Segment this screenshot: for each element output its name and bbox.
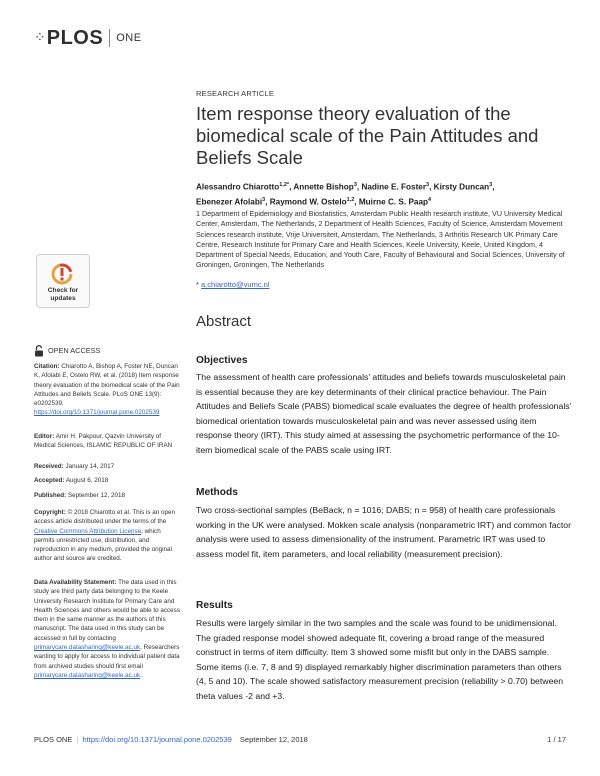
page-footer: [34, 735, 566, 744]
author: Annette Bishop: [293, 182, 354, 192]
author-affiliation-marker: 1,2: [346, 197, 355, 204]
corresponding-marker: *: [196, 280, 199, 289]
author-affiliation-marker: 4: [428, 197, 432, 204]
check-for-updates-button[interactable]: [36, 254, 90, 308]
methods-heading: Methods: [196, 487, 238, 498]
footer-doi-link[interactable]: https://doi.org/10.1371/journal.pone.0202539: [82, 735, 232, 744]
author: Raymond W. Ostelo: [269, 197, 347, 207]
citation-text: Chiarotto A, Bishop A, Foster NE, Duncan K, Afolabi E, Ostelo RW, et al. (2018) Item response theory evaluation of the biomedical scale of the Pain Attitudes and Beliefs Scale. PLoS ONE 13(9): e0202539.: [34, 363, 180, 408]
accepted-block: [34, 476, 180, 485]
article-title: Item response theory evaluation of the biomedical scale of the Pain Attitudes and Beliefs Scale: [196, 103, 539, 168]
check-line-2: updates: [50, 294, 76, 302]
published-label: Published:: [34, 492, 67, 499]
author-separator: ,: [265, 197, 270, 207]
editor-block: [34, 432, 180, 451]
author: Alessandro Chiarotto: [196, 182, 280, 192]
open-access-label: OPEN ACCESS: [48, 346, 101, 356]
received-label: Received:: [34, 463, 64, 470]
citation-label: Citation:: [34, 363, 60, 370]
author-affiliation-marker: 1,2*: [279, 182, 290, 188]
data-availability-text-end: .: [140, 671, 142, 679]
data-availability-text: The data used in this study are third party data belonging to the Keele University Research Institute for Primary Care and Health Sciences and others would be able to access them in the same manner as the authors of this manuscript. The data used in this study can be accessed in full by contacting: [34, 579, 180, 642]
abstract-heading: Abstract: [196, 313, 252, 330]
check-line-1: Check for: [47, 287, 79, 294]
copyright-label: Copyright:: [34, 509, 66, 516]
citation-block: [34, 362, 180, 418]
check-for-updates-icon: [51, 263, 73, 285]
accepted-date: August 6, 2018: [65, 477, 109, 484]
footer-date: September 12, 2018: [239, 735, 308, 744]
author-separator: ,: [429, 182, 434, 192]
affiliations: 1 Department of Epidemiology and Biostatistics, Amsterdam Public Health research institute, VU University Medical Center, Amsterdam, The Netherlands, 2 Department of Health Sciences, Faculty of Science, Amsterdam Movement Sciences research institute, Vrije Universiteit, Amsterdam, The Netherlands, 3 Arthritis Research UK Primary Care Centre, Research Institute for Primary Care and Health Sciences, Keele University, Keele, United Kingdom, 4 Department of Special Needs, Education, and Youth Care, Faculty of Behavioural and Social Sciences, University of Groningen, Groningen, The Netherlands: [196, 209, 565, 270]
received-block: [34, 462, 180, 471]
author: Kirsty Duncan: [433, 182, 490, 192]
objectives-text: The assessment of health care professionals’ attitudes and beliefs towards musculoskeletal pain is essential because they are key determinants of their clinical practice behaviour. The Pain Attitudes and Beliefs Scale (PABS) biomedical scale evaluates the degree of health professionals’ biomedical orientation towards musculoskeletal pain and was never assessed using item response theory (IRT). This study aimed at assessing the psychometric performance of the 10-item biomedical scale of the PABS scale using IRT.: [196, 372, 572, 455]
copyright-text: © 2018 Chiarotto et al. This is an open access article distributed under the terms of the: [34, 509, 176, 526]
objectives-heading: Objectives: [196, 355, 248, 366]
author-affiliation-marker: 3: [489, 182, 493, 188]
plos-one-logo[interactable]: [34, 27, 142, 49]
footer-separator: |: [76, 735, 79, 744]
article-type: RESEARCH ARTICLE: [196, 89, 275, 98]
data-availability-text-mid: . Researchers wanting to apply for access to individual patient data from archived studies should first email: [34, 644, 180, 670]
author-separator: ,: [492, 182, 495, 192]
logo-text: PLOS: [46, 26, 104, 49]
author-affiliation-marker: 3: [426, 182, 430, 188]
results-text: Results were largely similar in the two samples and the scale was found to be unidimensional. The graded response model showed adequate fit, covering a broad range of the measured construct in terms of item difficulty. Item 3 showed some misfit but only in the DABS sample. Some items (i.e. 7, 8 and 9) displayed remarkably higher discrimination parameters than others (4, 5 and 10). The scale showed satisfactory measurement precision (reliability > 0.70) between theta values -2 and +3.: [196, 618, 564, 701]
open-access-badge: [34, 345, 180, 357]
author-separator: ,: [289, 182, 294, 192]
author: Muirne C. S. Paap: [358, 197, 429, 207]
author: Ebenezer Afolabi: [196, 197, 263, 207]
citation-doi-link[interactable]: https://doi.org/10.1371/journal.pone.0202539: [34, 409, 160, 417]
data-availability-label: Data Availability Statement:: [34, 579, 117, 586]
logo-dots-icon: ⁘: [34, 30, 44, 46]
accepted-label: Accepted:: [34, 477, 65, 484]
cc-license-link[interactable]: Creative Commons Attribution License: [34, 527, 142, 535]
published-date: September 12, 2018: [67, 492, 125, 499]
editor-label: Editor:: [34, 433, 55, 440]
logo-divider: [109, 29, 110, 47]
data-availability-block: [34, 578, 180, 680]
editor-text: Amir H. Pakpour, Qazvin University of Medical Sciences, ISLAMIC REPUBLIC OF IRAN: [34, 433, 173, 450]
author: Nadine E. Foster: [361, 182, 427, 192]
corresponding-email-link[interactable]: a.chiarotto@vumc.nl: [201, 280, 270, 289]
copyright-text-end: , which permits unrestricted use, distribution, and reproduction in any medium, provided the original author and source are credited.: [34, 527, 172, 563]
open-lock-icon: [34, 345, 44, 357]
author-affiliation-marker: 3: [262, 197, 266, 204]
author-list: [196, 179, 572, 209]
datasharing-email-link[interactable]: primarycare.datasharing@keele.ac.uk: [34, 644, 141, 652]
received-date: January 14, 2017: [65, 463, 115, 470]
datasharing-email-link-2[interactable]: primarycare.datasharing@keele.ac.uk: [34, 671, 141, 679]
author-separator: ,: [354, 197, 359, 207]
footer-journal: PLOS ONE: [34, 735, 73, 744]
published-block: [34, 491, 180, 500]
author-separator: ,: [356, 182, 362, 192]
author-affiliation-marker: 3: [353, 182, 357, 188]
check-for-updates-label: [37, 287, 89, 302]
results-heading: Results: [196, 600, 233, 611]
logo-journal-name: ONE: [116, 32, 142, 44]
copyright-block: [34, 508, 180, 564]
corresponding-author: [196, 280, 572, 289]
methods-text: Two cross-sectional samples (BeBack, n = 1016; DABS; n = 958) of health care professionals working in the UK were analysed. Mokken scale analysis (nonparametric IRT) and common factor analysis were used to assess dimensionality of the instrument. Parametric IRT was used to assess model fit, item parameters, and local reliability (measurement precision).: [196, 505, 572, 559]
page-number: 1 / 17: [547, 735, 566, 744]
